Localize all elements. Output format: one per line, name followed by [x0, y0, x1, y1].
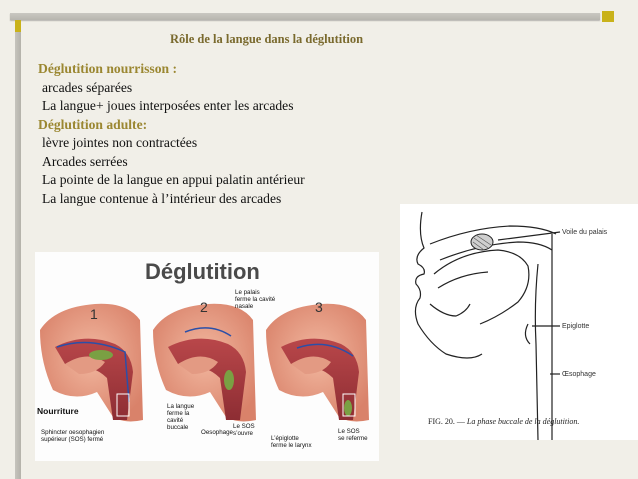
hard-palate — [440, 242, 552, 260]
left-decorative-bar — [15, 20, 21, 479]
label-oesophage: Œsophage — [562, 371, 596, 378]
top-bar-accent — [602, 11, 614, 22]
food-bolus-3 — [344, 400, 352, 416]
step-number: 3 — [315, 299, 323, 315]
slide-title: Rôle de la langue dans la déglutition — [170, 32, 364, 46]
label-langue-2: ferme la — [167, 410, 190, 417]
label-sphincter-2: supérieur (SOS) fermé — [41, 436, 104, 443]
label-palais-3: nasale — [235, 303, 254, 310]
label-palais-1: Le palais — [235, 289, 260, 296]
panel-3 — [266, 299, 369, 421]
deglutition-illustration — [35, 252, 379, 461]
food-bolus-1 — [89, 350, 113, 360]
label-oesophage: Oesophage — [201, 429, 233, 436]
label-nourriture: Nourriture — [37, 406, 79, 416]
bullet-item: arcades séparées — [42, 79, 133, 95]
label-epiglotte: Epiglotte — [562, 323, 590, 330]
top-decorative-bar — [10, 13, 600, 20]
label-sos-ouvre-1: Le SOS — [233, 423, 255, 430]
slide-body — [38, 60, 398, 208]
tongue-inner — [438, 272, 488, 288]
section-heading-nourrisson: Déglutition nourrisson : — [38, 61, 177, 76]
food-bolus-2 — [224, 370, 234, 390]
label-epiglotte-1: L’épiglotte — [271, 435, 299, 442]
illustration-title: Déglutition — [145, 259, 260, 284]
caption-prefix: FIG. 20. — — [428, 417, 467, 426]
label-sos-referme-1: Le SOS — [338, 428, 360, 435]
jaw-line — [430, 304, 470, 316]
epiglottis — [525, 324, 530, 344]
bullet-item: lèvre jointes non contractées — [42, 135, 198, 150]
label-langue-1: La langue — [167, 403, 195, 410]
label-langue-4: buccale — [167, 424, 189, 431]
leader-voile — [498, 232, 560, 240]
buccal-phase-svg — [400, 204, 638, 440]
deglutition-svg — [35, 252, 379, 461]
section-heading-adulte: Déglutition adulte: — [38, 116, 148, 132]
bullet-item: La langue contenue à l’intérieur des arcades — [42, 190, 282, 206]
bolus — [471, 234, 493, 250]
label-palais-2: ferme la cavité — [235, 296, 276, 303]
label-sos-ouvre-2: s’ouvre — [233, 430, 253, 437]
figure-caption — [428, 417, 579, 426]
label-voile: Voile du palais — [562, 229, 608, 236]
buccal-phase-drawing — [400, 204, 638, 440]
tongue-outline — [434, 250, 529, 324]
caption-text: La phase buccale de la déglutition. — [466, 417, 580, 426]
label-epiglotte-2: ferme le larynx — [271, 442, 312, 449]
label-sphincter-1: Sphincter oesophagien — [41, 429, 105, 436]
bullet-item: La pointe de la langue en appui palatin antérieur — [42, 172, 305, 187]
left-bar-accent — [15, 20, 21, 32]
panel-1 — [40, 304, 143, 422]
bullet-item: Arcades serrées — [42, 153, 128, 169]
bullet-item: La langue+ joues interposées enter les arcades — [42, 98, 294, 113]
face-profile — [415, 212, 482, 358]
step-number: 1 — [90, 306, 98, 322]
label-langue-3: cavité — [167, 417, 184, 424]
pharynx-front-wall — [535, 264, 538, 440]
label-sos-referme-2: se referme — [338, 435, 368, 442]
step-number: 2 — [200, 299, 208, 315]
